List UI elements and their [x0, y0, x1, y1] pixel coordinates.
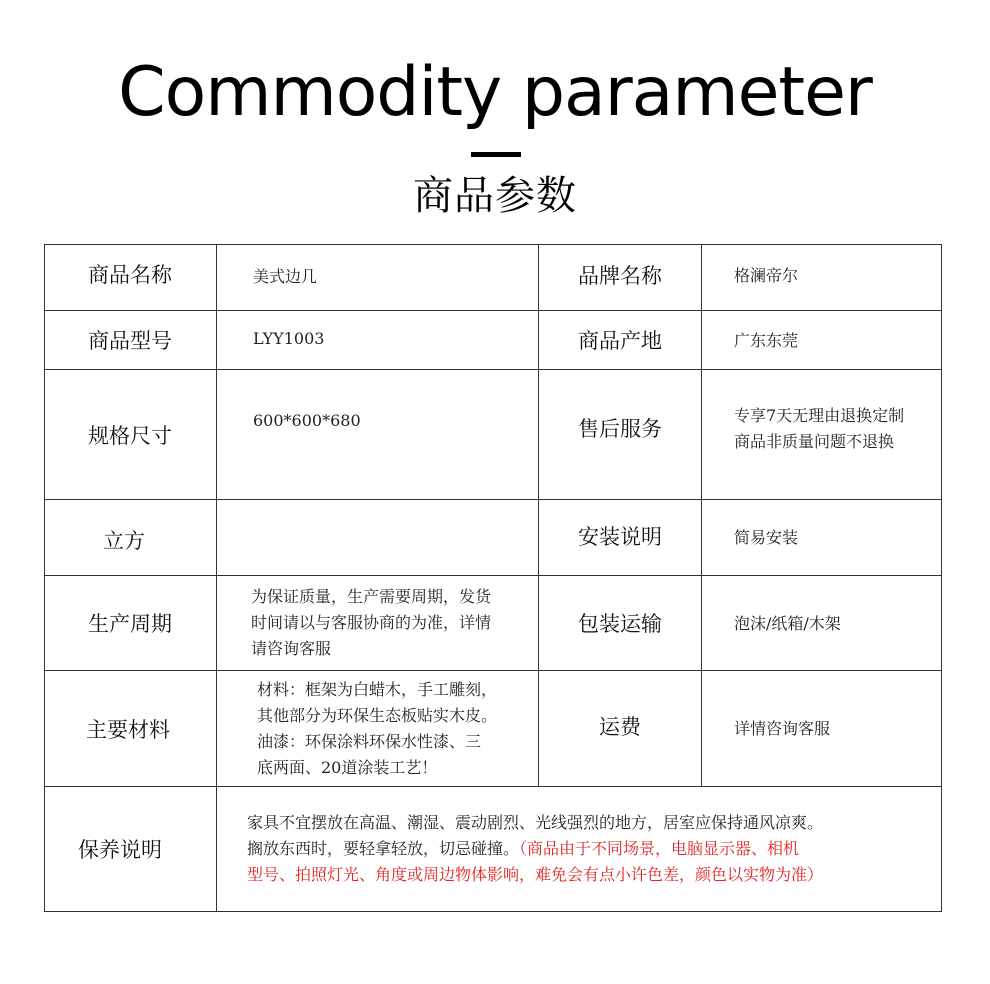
cycle-value	[217, 576, 538, 670]
care-note: （商品由于不同场景，电脑显示器、相机	[519, 839, 800, 858]
model-label: 商品型号	[88, 329, 172, 353]
material-value	[217, 671, 538, 786]
page-subtitle: 商品参数	[413, 173, 577, 219]
freight-value: 详情咨询客服	[734, 718, 831, 738]
row-border	[44, 911, 942, 912]
packing-label: 包装运输	[578, 612, 662, 636]
cycle-line: 请咨询客服	[251, 639, 332, 658]
material-line: 油漆：环保涂料环保水性漆、三	[257, 731, 482, 751]
size-value: 600*600*680	[253, 411, 361, 430]
care-line	[247, 836, 799, 862]
material-line: 底两面、20道涂装工艺！	[257, 757, 438, 777]
product-name-label: 商品名称	[88, 263, 172, 287]
care-note: 型号、拍照灯光、角度或周边物体影响，难免会有点小许色差，颜色以实物为准）	[247, 865, 824, 884]
cycle-label: 生产周期	[88, 612, 172, 636]
material-label: 主要材料	[86, 717, 170, 742]
origin-label: 商品产地	[578, 329, 662, 353]
volume-label: 立方	[103, 529, 145, 553]
title-divider	[471, 152, 521, 157]
brand-value: 格澜帝尔	[734, 266, 799, 285]
origin-value: 广东东莞	[734, 331, 799, 350]
page-title: Commodity parameter	[118, 53, 872, 132]
column-border	[941, 244, 942, 912]
cycle-line: 为保证质量，生产需要周期，发货	[251, 587, 492, 606]
cycle-line: 时间请以与客服协商的为准，详情	[251, 613, 492, 632]
after-sales-value	[702, 370, 941, 488]
brand-label: 品牌名称	[578, 264, 662, 288]
parameter-table	[44, 244, 942, 912]
care-label: 保养说明	[78, 838, 162, 862]
install-value: 简易安装	[734, 528, 799, 547]
freight-label: 运费	[599, 715, 641, 739]
care-value	[217, 787, 941, 911]
material-line: 材料：框架为白蜡木，手工雕刻，	[257, 679, 498, 699]
size-label: 规格尺寸	[88, 423, 172, 448]
after-sales-line: 商品非质量问题不退换	[734, 432, 895, 451]
care-line: 家具不宜摆放在高温、潮湿、震动剧烈、光线强烈的地方，居室应保持通风凉爽。	[247, 813, 824, 832]
care-text: 搁放东西时，要轻拿轻放，切忌碰撞。	[247, 839, 520, 858]
packing-value: 泡沫/纸箱/木架	[734, 614, 841, 633]
install-label: 安装说明	[578, 525, 662, 549]
after-sales-label: 售后服务	[578, 417, 662, 441]
after-sales-line: 专享7天无理由退换定制	[734, 406, 905, 425]
model-value: LYY1003	[253, 329, 325, 348]
volume-value	[217, 500, 538, 575]
material-line: 其他部分为环保生态板贴实木皮。	[257, 705, 498, 725]
product-name-value: 美式边几	[253, 267, 318, 286]
